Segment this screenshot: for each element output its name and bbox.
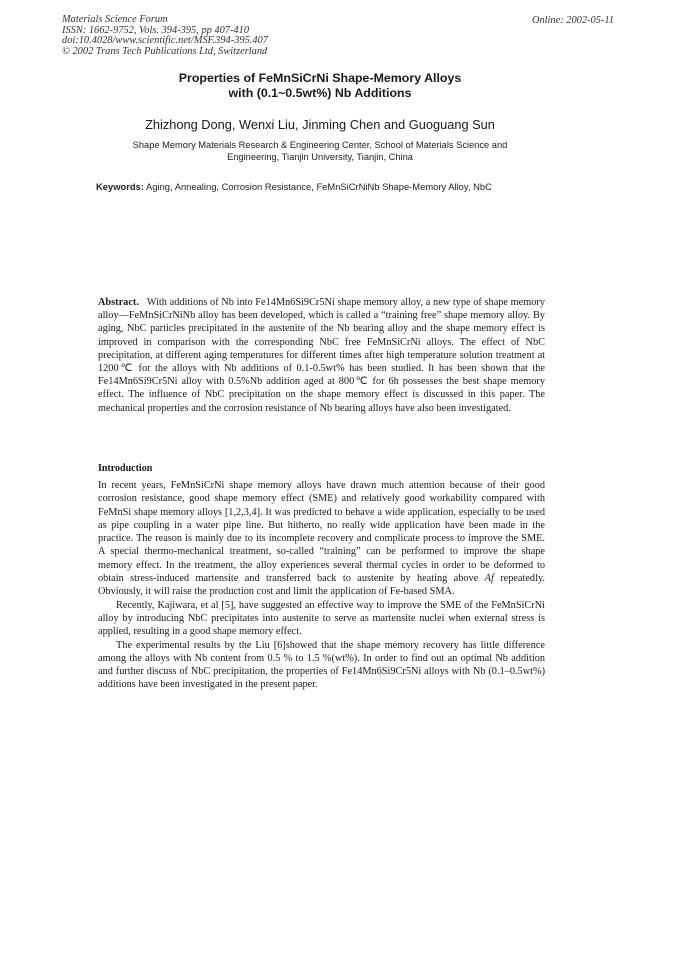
paper-title	[100, 71, 540, 100]
abstract-text: With additions of Nb into Fe14Mn6Si9Cr5Ni shape memory alloy, a new type of shape memory alloy—FeMnSiCrNiNb alloy has been developed, which is called a “training free” shape memory alloy. By aging, NbC particles precipitated in the austenite of the Nb bearing alloy and the shape memory effect is improved in comparison with the corresponding NbC free FeMnSiCrNi alloys. The effect of NbC precipitation, at different aging temperatures for different times after high temperature solution treatment at 1200℃ for the alloys with Nb additions of 0.1-0.5wt% has been studied. It has been shown that the Fe14Mn6Si9Cr5Ni alloy with 0.5%Nb addition aged at 800℃ for 6h possesses the best shape memory effect. The influence of NbC precipitation on the shape memory effect is discussed in this paper. The mechanical properties and the corrosion resistance of Nb bearing alloys have also been investigated.	[98, 297, 545, 414]
online-date: Online: 2002-05-11	[531, 15, 614, 26]
copyright-line: © 2002 Trans Tech Publications Ltd, Switzerland	[62, 45, 268, 57]
keywords	[96, 181, 556, 192]
intro-p1-text-a: In recent years, FeMnSiCrNi shape memory alloys have drawn much attention because of their good corrosion resistance, good shape memory effect (SME) and relatively good workability compared with FeMnSi shape memory alloys [1,2,3,4]. It was predicted to behave a wide application, especially to be used as pipe coupling in a water pipe line. But hitherto, no really wide application have been made in the practice. The reason is mainly due to its incomplete recovery and complicate process to improve the SME. A special thermo-mechanical treatment, so-called “training” can be performed to improve the shape memory effect. In the treatment, the alloy experiences several thermal cycles in order to be deformed to obtain stress-induced martensite and transferred back to austenite by heating above	[98, 480, 545, 585]
abstract	[98, 296, 545, 415]
introduction-heading: Introduction	[98, 463, 153, 474]
title-line-1: Properties of FeMnSiCrNi Shape-Memory Alloys	[178, 71, 462, 85]
keywords-text: Aging, Annealing, Corrosion Resistance, FeMnSiCrNiNb Shape-Memory Alloy, NbC	[146, 181, 492, 192]
author-list: Zhizhong Dong, Wenxi Liu, Jinming Chen and Guoguang Sun	[145, 117, 495, 132]
journal-name: Materials Science Forum	[62, 14, 168, 25]
abstract-label: Abstract.	[98, 297, 139, 308]
intro-paragraph-3: The experimental results by the Liu [6]showed that the shape memory recovery has little difference among the alloys with Nb content from 0.5 % to 1.5 %(wt%). In order to find out an optimal Nb addition and further discuss of NbC precipitation, the properties of Fe14Mn6Si9Cr5Ni alloys with Nb (0.1–0.5wt%) additions have been investigated in the present paper.	[98, 639, 545, 691]
journal-header	[62, 15, 442, 57]
title-line-2: with (0.1~0.5wt%) Nb Additions	[228, 85, 412, 100]
introduction-body	[98, 479, 545, 692]
intro-paragraph-2: Recently, Kajiwara, et al [5], have suggested an effective way to improve the SME of the FeMnSiCrNi alloy by introducing NbC precipitates into austenite to serve as martensite nuclei when external stress is applied, resulting in a good shape memory effect.	[98, 599, 545, 638]
doi-line: doi:10.4028/www.scientific.net/MSF.394-395.407	[62, 35, 268, 47]
affiliation	[90, 139, 550, 163]
affiliation-line-2: Engineering, Tianjin University, Tianjin, China	[227, 152, 413, 162]
intro-p1-text-b: repeatedly. Obviously, it will raise the production cost and limit the application of Fe-based SMA.	[98, 573, 545, 598]
austenite-finish-symbol: Af	[484, 573, 494, 585]
affiliation-line-1: Shape Memory Materials Research & Engineering Center, School of Materials Science and	[132, 140, 508, 150]
intro-paragraph-1	[98, 479, 545, 599]
keywords-label: Keywords:	[96, 181, 144, 192]
issn-line: ISSN: 1662-9752, Vols. 394-395, pp 407-410	[62, 24, 250, 36]
